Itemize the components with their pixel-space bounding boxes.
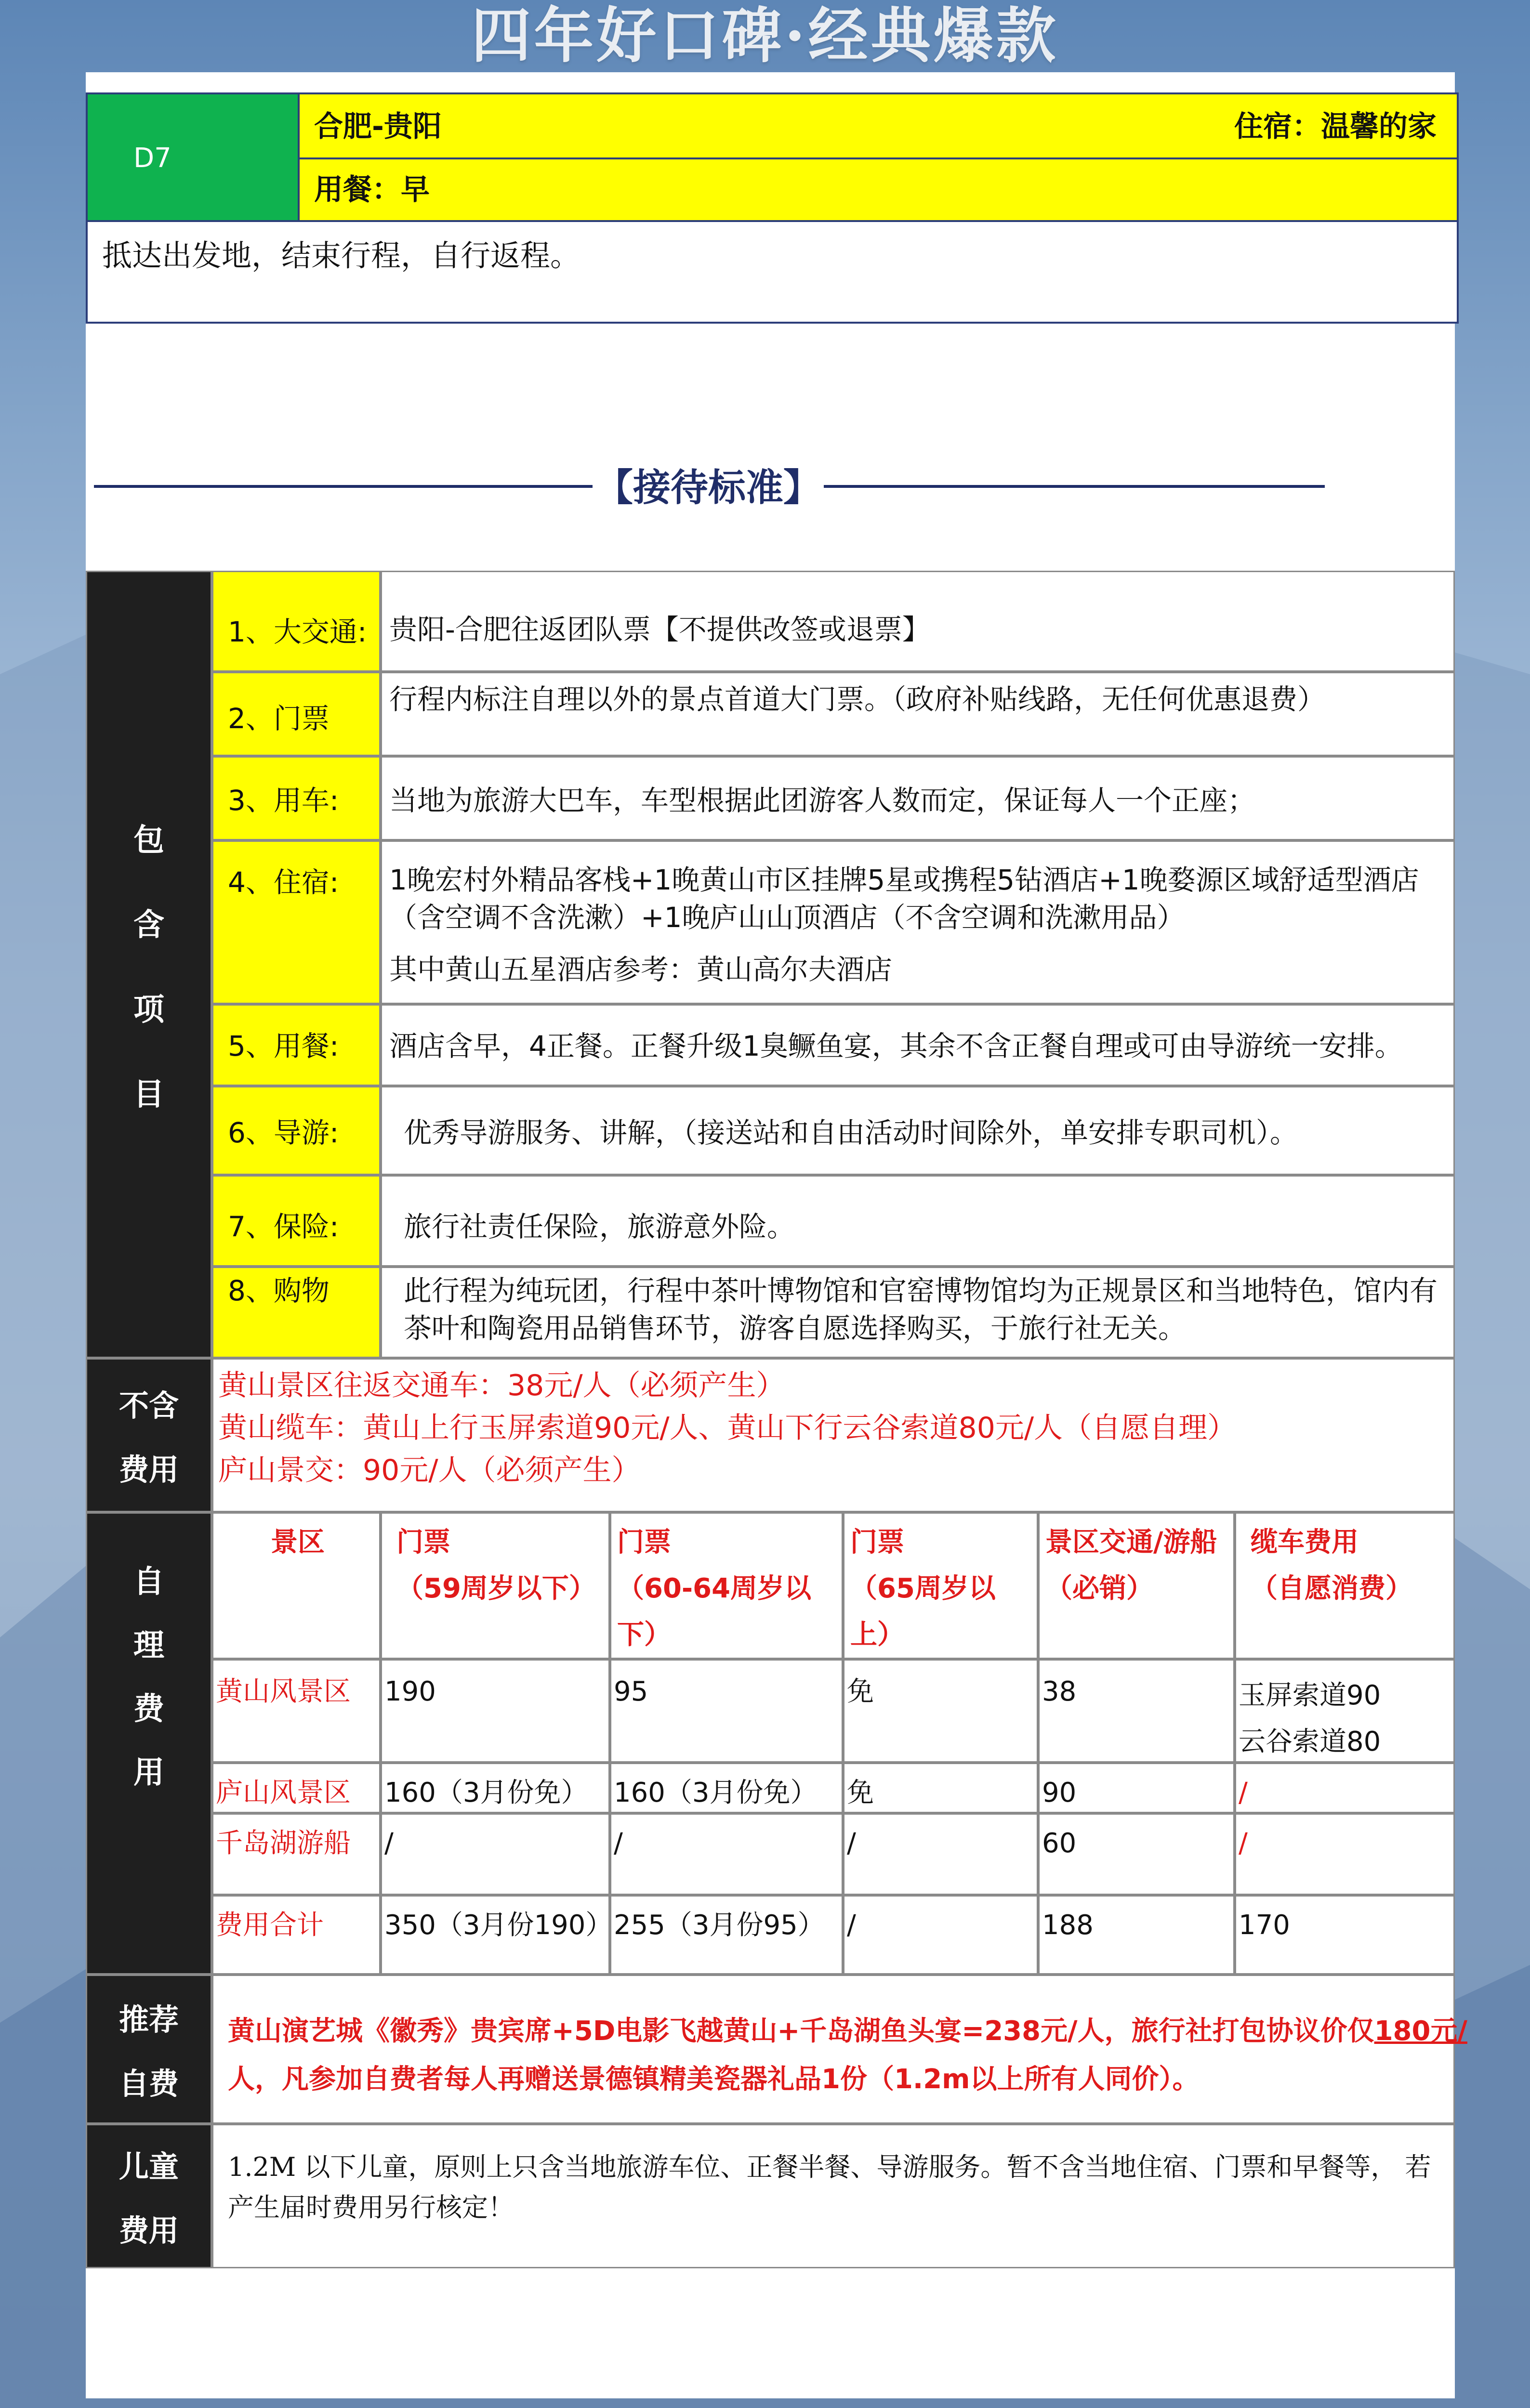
included-label: 3、用车: xyxy=(212,756,381,840)
included-label: 1、大交通: xyxy=(212,571,381,672)
included-title-char: 目 xyxy=(133,1076,164,1112)
self-pay-title xyxy=(86,1512,212,1975)
recommended-title-line: 自费 xyxy=(119,2066,179,2101)
self-pay-cell: 免 xyxy=(843,1763,1038,1813)
included-text: 此行程为纯玩团，行程中茶叶博物馆和官窑博物馆均为正规景区和当地特色，馆内有茶叶和陶瓷用品销售环节，游客自愿选择购买，于旅行社无关。 xyxy=(381,1267,1455,1358)
self-pay-title-char: 用 xyxy=(133,1755,164,1791)
included-title-char: 包 xyxy=(133,822,164,858)
heading-rule-right xyxy=(824,485,1325,488)
self-pay-cell: 免 xyxy=(843,1659,1038,1763)
excluded-line: 黄山景区往返交通车：38元/人（必须产生） xyxy=(218,1369,785,1402)
children-title-line: 儿童 xyxy=(119,2149,179,2184)
excluded-title-line: 费用 xyxy=(119,1452,179,1487)
day-block xyxy=(86,92,1459,324)
included-text xyxy=(381,840,1455,1004)
included-text: 酒店含早，4正餐。正餐升级1臭鳜鱼宴，其余不含正餐自理或可由导游统一安排。 xyxy=(381,1004,1455,1086)
cable-car-yungu: 云谷索道80 xyxy=(1239,1726,1381,1757)
children-text: 1.2M 以下儿童，原则上只含当地旅游车位、正餐半餐、导游服务。暂不含当地住宿、门票和早餐等， 若产生届时费用另行核定！ xyxy=(212,2124,1455,2268)
self-pay-scenic-name: 黄山风景区 xyxy=(212,1659,381,1763)
included-label: 6、导游: xyxy=(212,1086,381,1175)
self-pay-cell: / xyxy=(610,1813,843,1895)
included-title-char: 含 xyxy=(133,907,164,943)
self-pay-total: 350（3月份190） xyxy=(381,1895,610,1975)
included-text: 贵阳-合肥往返团队票【不提供改签或退票】 xyxy=(381,571,1455,672)
day-meals-row xyxy=(300,159,1457,222)
included-text: 行程内标注自理以外的景点首道大门票。（政府补贴线路，无任何优惠退费） xyxy=(381,672,1455,756)
self-pay-cell: 160（3月份免） xyxy=(381,1763,610,1813)
self-pay-cell: / xyxy=(381,1813,610,1895)
excluded-line: 庐山景交：90元/人（必须产生） xyxy=(218,1453,641,1487)
self-pay-cell xyxy=(1235,1659,1455,1763)
self-pay-header-ticket-65: 门票 （65周岁以上） xyxy=(843,1512,1038,1659)
excluded-list xyxy=(212,1358,1455,1512)
self-pay-cell: / xyxy=(1235,1813,1455,1895)
self-pay-header-scenic: 景区 xyxy=(212,1512,381,1659)
self-pay-scenic-name: 千岛湖游船 xyxy=(212,1813,381,1895)
included-label: 4、住宿: xyxy=(212,840,381,1004)
self-pay-header-transport: 景区交通/游船 （必销） xyxy=(1038,1512,1235,1659)
self-pay-title-char: 理 xyxy=(133,1628,164,1663)
excluded-title xyxy=(86,1358,212,1512)
self-pay-header-cable-car: 缆车费用 （自愿消费） xyxy=(1235,1512,1455,1659)
included-label: 2、门票 xyxy=(212,672,381,756)
included-label: 8、购物 xyxy=(212,1267,381,1358)
self-pay-scenic-name: 庐山风景区 xyxy=(212,1763,381,1813)
recommended-offer: 黄山演艺城《徽秀》贵宾席+5D电影飞越黄山+千岛湖鱼头宴=238元/人，旅行社打包协议价仅 xyxy=(228,2015,1374,2047)
excluded-title-line: 不含 xyxy=(119,1388,179,1423)
included-text: 当地为旅游大巴车，车型根据此团游客人数而定，保证每人一个正座； xyxy=(381,756,1455,840)
day-label: D7 xyxy=(88,94,300,222)
recommended-line-1 xyxy=(228,2007,1467,2055)
section-heading: 【接待标准】 xyxy=(595,466,821,510)
included-title-char: 项 xyxy=(133,992,164,1028)
recommended-line-2: 人，凡参加自费者每人再赠送景德镇精美瓷器礼品1份（1.2m以上所有人同价）。 xyxy=(228,2064,1200,2095)
included-label: 7、保险: xyxy=(212,1175,381,1267)
self-pay-cell: / xyxy=(1235,1763,1455,1813)
self-pay-cell: 38 xyxy=(1038,1659,1235,1763)
self-pay-total: 188 xyxy=(1038,1895,1235,1975)
banner-title: 四年好口碑·经典爆款 xyxy=(471,1,1059,71)
included-text: 优秀导游服务、讲解，（接送站和自由活动时间除外，单安排专职司机）。 xyxy=(381,1086,1455,1175)
self-pay-cell: 160（3月份免） xyxy=(610,1763,843,1813)
day-meals: 用餐：早 xyxy=(314,173,430,207)
self-pay-cell: / xyxy=(843,1813,1038,1895)
children-title-line: 费用 xyxy=(119,2213,179,2248)
included-title xyxy=(86,571,212,1358)
recommended-price: 180元/ xyxy=(1374,2015,1467,2047)
self-pay-total: 170 xyxy=(1235,1895,1455,1975)
included-text: 旅行社责任保险，旅游意外险。 xyxy=(381,1175,1455,1267)
recommended-title xyxy=(86,1975,212,2124)
self-pay-title-char: 自 xyxy=(133,1564,164,1600)
cable-car-yuping: 玉屏索道90 xyxy=(1239,1680,1381,1711)
self-pay-cell: 95 xyxy=(610,1659,843,1763)
day-route-row xyxy=(300,94,1457,159)
day-lodging: 住宿：温馨的家 xyxy=(1234,110,1437,144)
self-pay-title-char: 费 xyxy=(133,1691,164,1727)
self-pay-header-ticket-60: 门票 （60-64周岁以下） xyxy=(610,1512,843,1659)
recommended-title-line: 推荐 xyxy=(119,2002,179,2037)
self-pay-total-label: 费用合计 xyxy=(212,1895,381,1975)
heading-rule-left xyxy=(94,485,593,488)
day-route: 合肥-贵阳 xyxy=(314,110,442,144)
day-description: 抵达出发地，结束行程，自行返程。 xyxy=(102,238,580,273)
included-lodging-note: 其中黄山五星酒店参考：黄山高尔夫酒店 xyxy=(389,953,893,986)
self-pay-cell: 190 xyxy=(381,1659,610,1763)
children-title xyxy=(86,2124,212,2268)
recommended-text xyxy=(212,1975,1467,2124)
self-pay-cell: 60 xyxy=(1038,1813,1235,1895)
self-pay-total: / xyxy=(843,1895,1038,1975)
self-pay-cell: 90 xyxy=(1038,1763,1235,1813)
self-pay-header-ticket-59: 门票 （59周岁以下） xyxy=(381,1512,610,1659)
excluded-line: 黄山缆车：黄山上行玉屏索道90元/人、黄山下行云谷索道80元/人（自愿自理） xyxy=(218,1411,1237,1445)
included-label: 5、用餐: xyxy=(212,1004,381,1086)
self-pay-total: 255（3月份95） xyxy=(610,1895,843,1975)
included-lodging-text: 1晚宏村外精品客栈+1晚黄山市区挂牌5星或携程5钻酒店+1晚婺源区域舒适型酒店（含空调不含洗漱）+1晚庐山山顶酒店（不含空调和洗漱用品） xyxy=(389,864,1419,934)
